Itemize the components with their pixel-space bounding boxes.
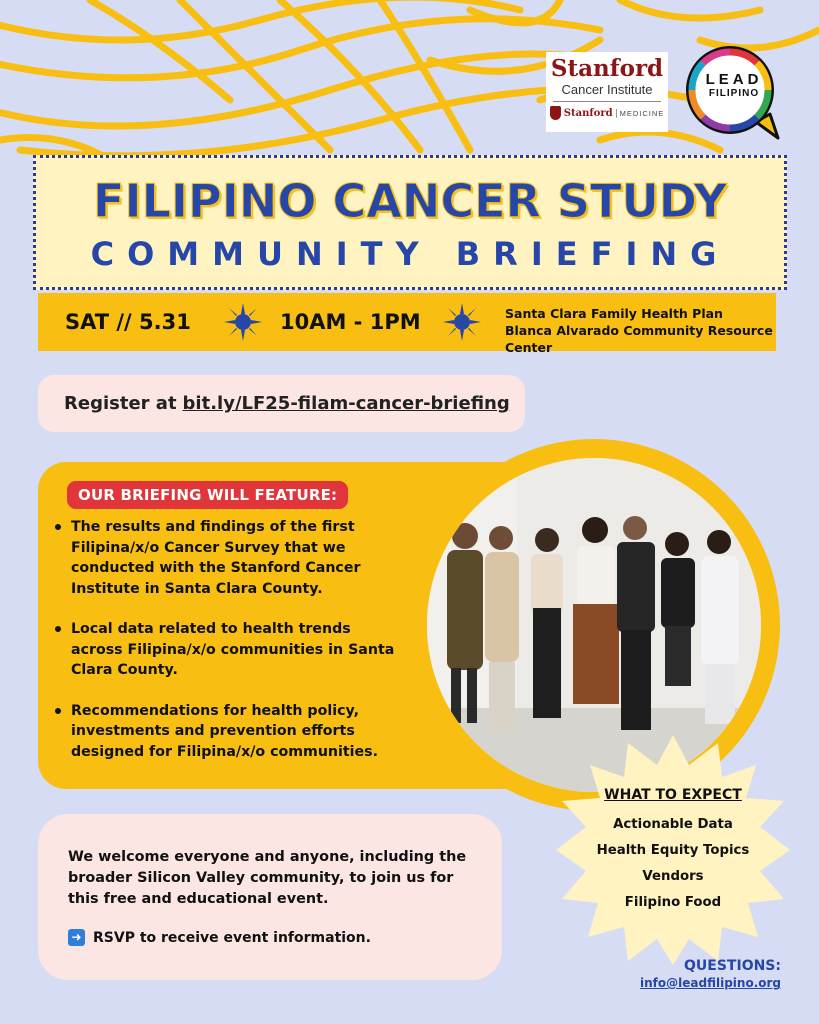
stanford-small: Stanford	[563, 107, 613, 119]
register-prefix: Register at	[64, 393, 177, 414]
event-date: SAT // 5.31	[65, 310, 191, 334]
list-item: Actionable Data	[613, 817, 733, 832]
features-list	[52, 517, 402, 782]
register-link[interactable]: bit.ly/LF25-filam-cancer-briefing	[182, 393, 510, 414]
rsvp-text: RSVP to receive event information.	[93, 929, 371, 946]
expect-heading: WHAT TO EXPECT	[604, 787, 742, 803]
philippine-sun-icon	[442, 302, 482, 342]
list-item: Health Equity Topics	[596, 843, 750, 858]
questions-heading: QUESTIONS:	[684, 958, 781, 974]
lead-word: LEAD	[705, 71, 763, 88]
event-details-bar	[38, 293, 776, 355]
welcome-text: We welcome everyone and anyone, including the broader Silicon Valley community, to join us for this free and educational event.	[68, 849, 467, 907]
lead-logo-text	[684, 72, 784, 100]
title-box	[33, 155, 787, 290]
welcome-box	[38, 814, 502, 980]
stanford-medicine: MEDICINE	[616, 109, 665, 118]
lead-filipino-logo	[684, 42, 784, 142]
list-item: Local data related to health trends across Filipina/x/o communities in Santa Clara County.	[52, 619, 402, 681]
stanford-name: Stanford	[550, 55, 664, 82]
contact-block	[640, 958, 781, 991]
right-arrow-icon: ➜	[68, 929, 85, 946]
expect-content	[556, 787, 790, 916]
list-item: Filipino Food	[624, 895, 722, 910]
stanford-sub: Cancer Institute	[561, 82, 653, 97]
stanford-seal-icon	[550, 106, 561, 120]
list-item: The results and findings of the first Filipina/x/o Cancer Survey that we conducted with the Stanford Cancer Institute in Santa Clara County.	[52, 517, 402, 599]
page-subtitle: COMMUNITY BRIEFING	[90, 235, 730, 273]
contact-email-link[interactable]: info@leadfilipino.org	[640, 976, 781, 990]
features-heading-badge: OUR BRIEFING WILL FEATURE:	[67, 481, 348, 509]
stanford-cancer-institute-logo	[546, 52, 668, 132]
filipino-word: FILIPINO	[708, 88, 760, 99]
page-title: FILIPINO CANCER STUDY	[93, 174, 727, 228]
what-to-expect-burst	[556, 735, 790, 965]
stanford-medicine-row	[546, 106, 668, 120]
logo-divider	[553, 101, 661, 102]
rsvp-row	[68, 929, 371, 946]
philippine-sun-icon	[223, 302, 263, 342]
list-item: Recommendations for health policy, investments and prevention efforts designed for Filipina/x/o communities.	[52, 701, 402, 763]
list-item: Vendors	[642, 869, 704, 884]
event-venue: Santa Clara Family Health Plan Blanca Alvarado Community Resource Center	[505, 306, 773, 355]
register-pill	[38, 375, 525, 432]
event-time: 10AM - 1PM	[280, 310, 421, 334]
